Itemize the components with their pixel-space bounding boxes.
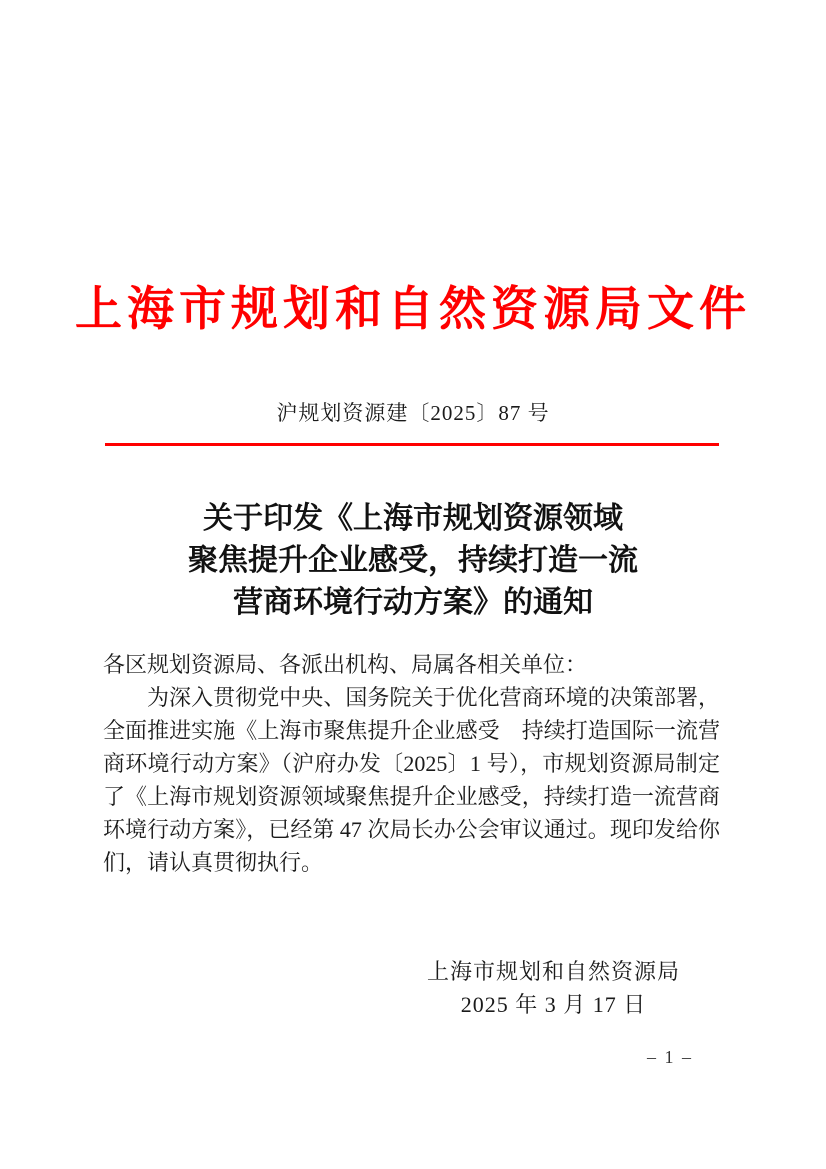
body-paragraph: 为深入贯彻党中央、国务院关于优化营商环境的决策部署，全面推进实施《上海市聚焦提升企业感受 持续打造国际一流营商环境行动方案》（沪府办发〔2025〕1 号），市规划资源局制定了《上海市规划资源领域聚焦提升企业感受，持续打造一流营商环境行动方案》，已经第 47 次局长办公会审议通过。现印发给你们，请认真贯彻执行。 xyxy=(103,685,720,875)
document-header-agency-title: 上海市规划和自然资源局文件 xyxy=(75,284,751,336)
document-title xyxy=(0,498,826,624)
page-number: – 1 – xyxy=(647,1047,693,1067)
document-title-line-2: 聚焦提升企业感受，持续打造一流 xyxy=(188,544,638,577)
signature-date: 2025 年 3 月 17 日 xyxy=(460,992,647,1017)
document-title-line-1: 关于印发《上海市规划资源领域 xyxy=(203,502,623,535)
document-number: 沪规划资源建〔2025〕87 号 xyxy=(276,401,550,425)
signature-agency: 上海市规划和自然资源局 xyxy=(426,959,680,984)
signature-block xyxy=(427,955,680,1021)
document-title-line-3: 营商环境行动方案》的通知 xyxy=(233,586,593,619)
body-salutation: 各区规划资源局、各派出机构、局属各相关单位： xyxy=(103,652,588,677)
header-divider-line xyxy=(105,443,719,446)
document-body xyxy=(103,648,720,879)
